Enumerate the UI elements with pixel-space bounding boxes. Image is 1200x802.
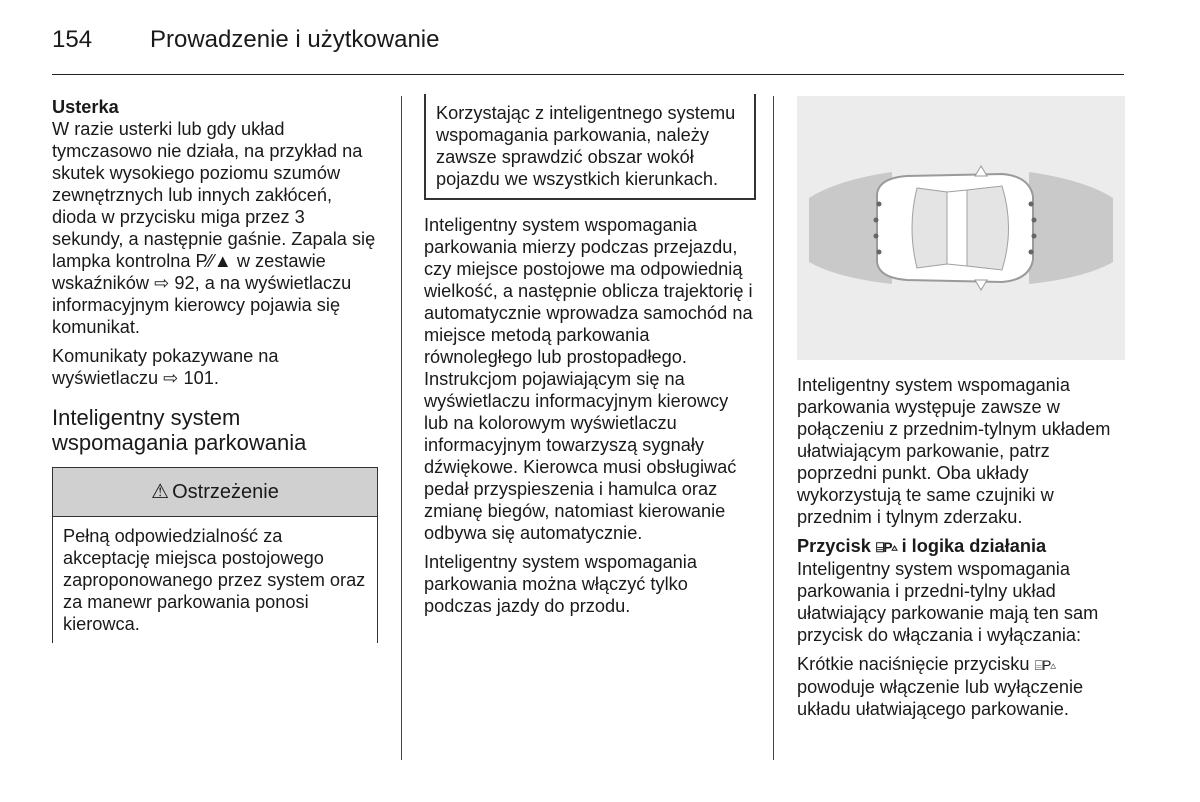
warning-text: Pełną odpowiedzialność za akceptację miejsca postojowego zaproponowanego przez system oraz za manewr parkowania ponosi kierowca. — [63, 526, 366, 634]
chapter-title: Prowadzenie i użytkowanie — [150, 26, 440, 53]
short-press-paragraph: Krótkie naciśnięcie przycisku ⌸P▵ powoduje włączenie lub wyłączenie układu ułatwiającego parkowanie. — [797, 654, 1084, 719]
parking-button-icon: ⌸P▵ — [875, 539, 897, 555]
section-title: Inteligentny system wspomagania parkowania — [52, 405, 307, 455]
warning-triangle-icon: ⚠ — [151, 481, 170, 503]
column-divider — [773, 96, 774, 760]
parking-button-icon: ⌸P▵ — [1034, 657, 1056, 673]
column-right — [797, 96, 1125, 727]
messages-text: Komunikaty pokazywane na wyświetlaczu ⇨ 101. — [52, 346, 279, 388]
column-left — [52, 96, 378, 643]
warning-label: Ostrzeżenie — [172, 481, 279, 503]
activation-paragraph: Inteligentny system wspomagania parkowania można włączyć tylko podczas jazdy do przodu. — [424, 552, 697, 616]
header-divider — [52, 74, 1124, 75]
column-divider — [401, 96, 402, 760]
description-paragraph: Inteligentny system wspomagania parkowania mierzy podczas przejazdu, czy miejsce postojowe ma odpowiednią wielkość, a następnie oblicza trajektorię i automatycznie wprowadza samochód na miejsce metodą parkowania równoległego lub prostopadłego. Instrukcjom pojawiającym się na wyświetlaczu informacyjnym kierowcy lub na kolorowym wyświetlaczu informacyjnym towarzyszą sygnały dźwiękowe. Kierowca musi obsługiwać pedał przyspieszenia i hamulca oraz zmianę biegów, natomiast kierowanie odbywa się automatycznie. — [424, 215, 753, 543]
column-middle — [424, 96, 756, 624]
fault-heading: Usterka — [52, 97, 119, 117]
button-heading: Przycisk ⌸P▵ i logika działania — [797, 536, 1047, 556]
note-text: Korzystając z inteligentnego systemu wspomagania parkowania, należy zawsze sprawdzić obszar wokół pojazdu we wszystkich kierunkach. — [436, 103, 736, 189]
fault-text: W razie usterki lub gdy układ tymczasowo nie działa, na przykład na skutek wysokiego poziomu szumów zewnętrznych lub innych zakłóceń, dioda w przycisku miga przez 3 sekundy, a następnie gaśnie. Zapala się lampka kontrolna P⁄⁄▲ w zestawie wskaźników ⇨ 92, a na wyświetlaczu informacyjnym kierowcy pojawia się komunikat. — [52, 119, 376, 337]
parking-sensor-illustration — [797, 96, 1125, 360]
note-box — [424, 94, 756, 200]
warning-header — [52, 467, 378, 517]
combined-system-paragraph: Inteligentny system wspomagania parkowania występuje zawsze w połączeniu z przednim-tylnym układem ułatwiającym parkowanie, patrz poprzedni punkt. Oba układy wykorzystują te same czujniki w przednim i tylnym zderzaku. — [797, 375, 1111, 527]
car-top-view-icon — [797, 96, 1125, 360]
warning-box — [52, 467, 378, 643]
page-number: 154 — [52, 26, 93, 53]
shared-button-paragraph: Inteligentny system wspomagania parkowania i przedni-tylny układ ułatwiający parkowanie mają ten sam przycisk do włączania i wyłączania: — [797, 559, 1099, 645]
